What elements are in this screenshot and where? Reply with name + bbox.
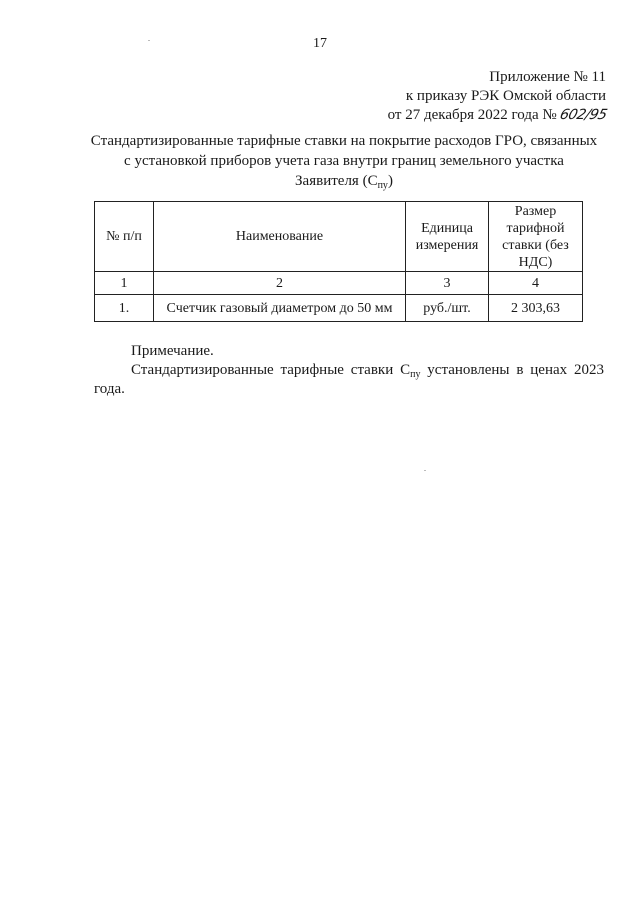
note-block <box>94 342 604 399</box>
table-column-number-row <box>95 272 583 295</box>
subscript-pu: пу <box>410 369 421 380</box>
note-text: Стандартизированные тарифные ставки $С_{пу}$ установлены в ценах 2023 года. <box>94 362 604 397</box>
row-name-cell: Счетчик газовый диаметром до 50 мм <box>154 295 406 322</box>
appendix-order-date <box>387 106 609 125</box>
header-cell-unit: Единица измерения <box>406 202 489 272</box>
header-cell-name: Наименование <box>154 202 406 272</box>
appendix-order-ref: к приказу РЭК Омской области <box>405 88 606 104</box>
column-number-cell: 4 <box>489 272 583 295</box>
column-number-cell: 2 <box>154 272 406 295</box>
column-number-cell: 3 <box>406 272 489 295</box>
appendix-block <box>387 68 609 125</box>
scan-speck <box>424 470 426 471</box>
order-date-text: от 27 декабря 2022 года № <box>387 107 557 123</box>
handwritten-order-number: 602/95 <box>557 107 609 123</box>
note-label: Примечание. <box>131 343 214 359</box>
title-line-2: с установкой приборов учета газа внутри границ земельного участка <box>124 153 564 169</box>
column-number-cell: 1 <box>95 272 154 295</box>
appendix-title: Приложение № 11 <box>489 69 606 85</box>
table-header-row <box>95 202 583 272</box>
row-number-cell: 1. <box>95 295 154 322</box>
scan-speck <box>148 40 150 41</box>
title-line-3: Заявителя $(С_{пу})$ <box>295 173 393 191</box>
header-cell-number: № п/п <box>95 202 154 272</box>
tariff-table <box>94 201 583 322</box>
row-rate-cell: 2 303,63 <box>489 295 583 322</box>
subscript-pu: пу <box>377 180 388 191</box>
table-row <box>95 295 583 322</box>
row-unit-cell: руб./шт. <box>406 295 489 322</box>
header-cell-rate: Размер тарифной ставки (без НДС) <box>489 202 583 272</box>
document-title <box>84 131 604 191</box>
page-number: 17 <box>313 36 327 51</box>
title-line-1: Стандартизированные тарифные ставки на покрытие расходов ГРО, связанных <box>90 133 598 149</box>
